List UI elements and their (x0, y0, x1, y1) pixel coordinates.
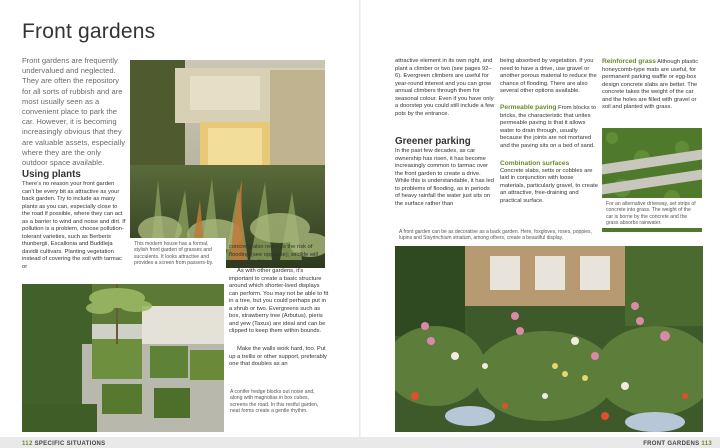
greener-parking-text: In the past few decades, as car ownership has risen, it has become increasingly common to tarmac over the front garden to create a drive. While this is understandable, it has led to problems of flooding, as in periods of heavy rainfall the water just sits on the surface rather than (395, 148, 494, 207)
col2-text-c: Make the walls work hard, too. Put up a trellis or other support, preferably one that doubles as an (229, 346, 327, 367)
driveway-photo-caption: For an alternative driveway, set strips of concrete into grass. The weight of the car is borne by the concrete and the grass absorbs rainwater. (602, 198, 702, 228)
permeable-paving-heading: Permeable paving (500, 104, 557, 111)
modern-house-illustration (130, 60, 325, 268)
right-page-number: 113 (701, 441, 712, 447)
hedge-garden-illustration (22, 284, 224, 432)
left-page-number: 112 (22, 441, 33, 447)
left-footer (22, 441, 106, 447)
combination-surfaces-heading: Combination surfaces (500, 160, 570, 167)
right-footer (643, 441, 712, 447)
col2-text-a: concrete also reduces the risk of flooding (see opposite); wildlife will appreciate it too. (229, 244, 318, 265)
right-col1-text: attractive element in its own right, and plant a climber or two (see pages 92–6). Evergreen climbers are useful for year-round interest and you can grow annual climbers through them for seasonal colour. Even if you have only a doorstep you could still include a few pots by the entrance. (395, 58, 495, 117)
using-plants-text: There’s no reason your front garden can’t be every bit as attractive as your back garden. Try to include as many plants as you can, especially close to the road if possible, where they can act as a barrier to wind and noise and dirt. If pollution is a problem, choose pollution-tolerant varieties, such as Berberis thunbergii, Escallonia and Buddleja davidii cultivars. Planting vegetation instead of covering the soil with tarmac or (22, 181, 126, 270)
permeable-paving-block (500, 104, 600, 150)
page-title: Front gardens (22, 20, 156, 43)
right-footer-label: FRONT GARDENS (643, 441, 700, 447)
hedge-photo-caption: A conifer hedge blocks out noise and, along with magnolias in box cubes, screens the road. In this restful garden, neat forms create a gentle rhythm. (226, 386, 326, 424)
house-photo-caption: This modern house has a formal, stylish front garden of grasses and succulents. It looks attractive and provides a screen from passers-by. (130, 238, 226, 268)
reinforced-grass-heading: Reinforced grass (602, 58, 656, 65)
reinforced-grass-block (602, 58, 702, 112)
combination-surfaces-block (500, 160, 600, 205)
left-footer-label: SPECIFIC SITUATIONS (34, 441, 106, 447)
right-page (360, 0, 720, 448)
reinforced-grass-text: Although plastic honeycomb-type mats are useful, for permanent parking waffle or egg-box design concrete slabs are better. The concrete takes the weight of the car and the holes are filled with gravel or soil and planted with grass. (602, 59, 699, 110)
flower-photo-caption: A front garden can be as decorative as a back garden. Here, foxgloves, roses, poppies, lupins and Sisyrinchium striatum, among others, create a beautiful display. (395, 226, 600, 244)
col2-text-b: As with other gardens, it’s important to create a basic structure around which shorter-lived displays can perform. You may not be able to fit in a tree, but you could perhaps put in a shrub or two. Evergreens such as box, strawberry tree (Arbutus), pieris and yew (Taxus) are ideal and can be clipped to keep them within bounds. (229, 268, 329, 334)
hedge-garden-photo (22, 284, 224, 432)
modern-house-photo (130, 60, 325, 268)
combination-surfaces-text: Concrete slabs, setts or cobbles are laid in conjunction with loose materials, particularly gravel, to create an attractive, free-draining and practical surface. (500, 167, 598, 204)
using-plants-heading: Using plants (22, 169, 81, 180)
flower-garden-photo (395, 246, 703, 432)
permeable-paving-text: From blocks to bricks, the characteristic that unites permeable paving is that it allows water to drain through, usually because the joints are not mortared and the paving sits on a bed of sand. (500, 105, 597, 149)
flower-garden-illustration (395, 246, 703, 432)
right-col2-text: being absorbed by vegetation. If you need to have a drive, use gravel or another porous material to reduce the chance of flooding. There are also several other options available. (500, 58, 597, 94)
intro-paragraph: Front gardens are frequently undervalued and neglected. They are often the repository for all sorts of rubbish and are most usually seen as a convenient place to park the car. However, it is becoming increasingly obvious that they are valuable assets, especially where they are the only outdoor space available. (22, 56, 125, 168)
greener-parking-heading: Greener parking (395, 136, 471, 147)
